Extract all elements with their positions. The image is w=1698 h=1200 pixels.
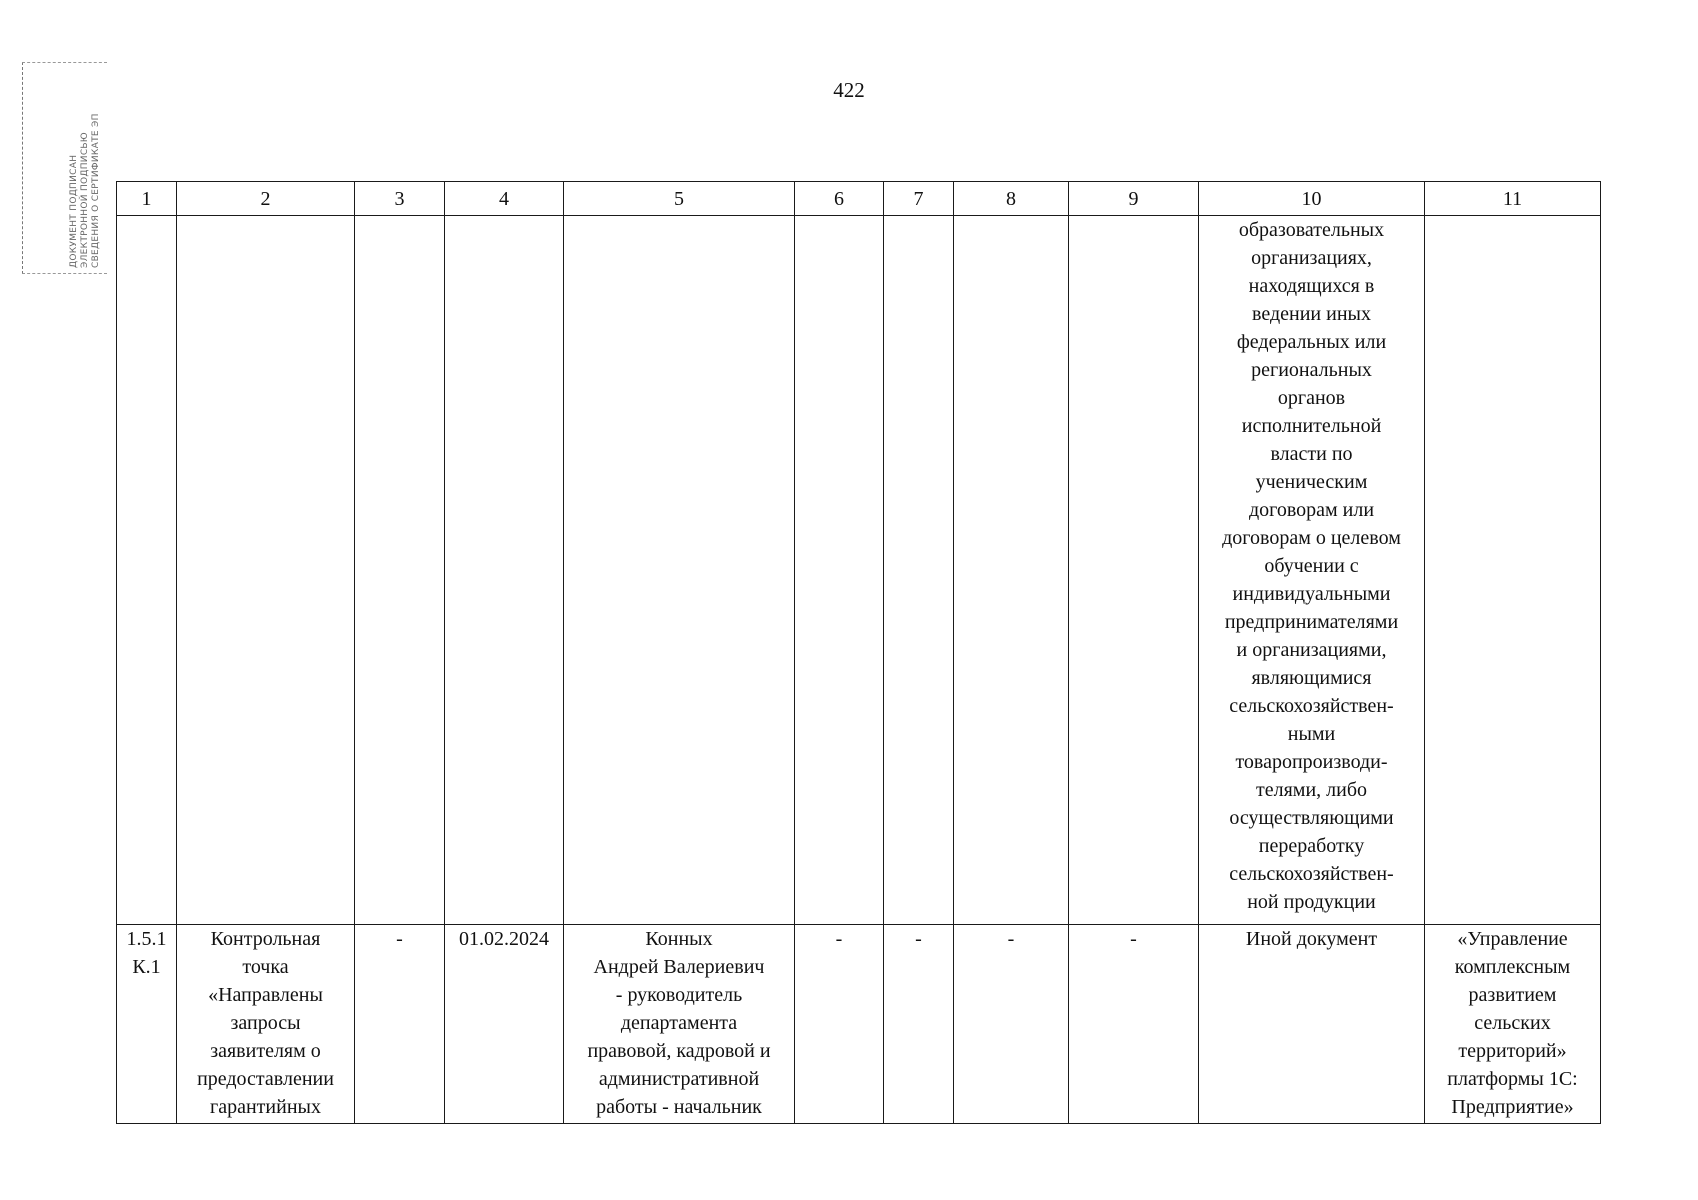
table-cell: -: [954, 925, 1069, 1124]
table-cell: -: [1069, 925, 1199, 1124]
column-header: 8: [954, 182, 1069, 216]
table-cell-number: 1.5.1 К.1: [117, 925, 177, 1124]
table-cell: [1425, 216, 1601, 925]
column-header: 10: [1199, 182, 1425, 216]
column-header: 1: [117, 182, 177, 216]
document-table: [116, 181, 1601, 1124]
table-cell: [564, 216, 795, 925]
table-cell: [117, 216, 177, 925]
table-cell: [355, 216, 445, 925]
column-header: 5: [564, 182, 795, 216]
column-header: 2: [177, 182, 355, 216]
table-cell: [177, 216, 355, 925]
column-header: 9: [1069, 182, 1199, 216]
stamp-text: ДОКУМЕНТ ПОДПИСАН ЭЛЕКТРОННОЙ ПОДПИСЬЮ СВЕДЕНИЯ О СЕРТИФИКАТЕ ЭП: [69, 113, 101, 268]
table-cell: -: [795, 925, 884, 1124]
table-cell: [1069, 216, 1199, 925]
table-cell: -: [355, 925, 445, 1124]
column-header: 7: [884, 182, 954, 216]
column-header: 3: [355, 182, 445, 216]
column-header: 6: [795, 182, 884, 216]
table-cell: [884, 216, 954, 925]
column-header: 4: [445, 182, 564, 216]
table-cell-responsible: Конных Андрей Валериевич - руководитель департамента правовой, кадровой и административной работы - начальник: [564, 925, 795, 1124]
table-cell-date: 01.02.2024: [445, 925, 564, 1124]
page-number: 422: [833, 78, 865, 102]
table-cell-result-description: образовательных организациях, находящихся в ведении иных федеральных или региональных органов исполнительной власти по ученическим договорам или договорам о целевом обучении с индивидуальными предпринимателями и организациями, являющимися сельскохозяйствен- ными товаропроизводи- телями, либо осуществляющими переработку сельскохозяйствен- ной продукции: [1199, 216, 1425, 925]
header-row: [117, 182, 1601, 216]
table-cell-information-system: «Управление комплексным развитием сельских территорий» платформы 1С: Предприятие»: [1425, 925, 1601, 1124]
table-cell: [445, 216, 564, 925]
continuation-row: [117, 216, 1601, 925]
column-header: 11: [1425, 182, 1601, 216]
table-cell: [954, 216, 1069, 925]
table-cell-name: Контрольная точка «Направлены запросы заявителям о предоставлении гарантийных: [177, 925, 355, 1124]
table-cell: [795, 216, 884, 925]
table-cell: -: [884, 925, 954, 1124]
table-row: [117, 925, 1601, 1124]
table-cell-document-type: Иной документ: [1199, 925, 1425, 1124]
